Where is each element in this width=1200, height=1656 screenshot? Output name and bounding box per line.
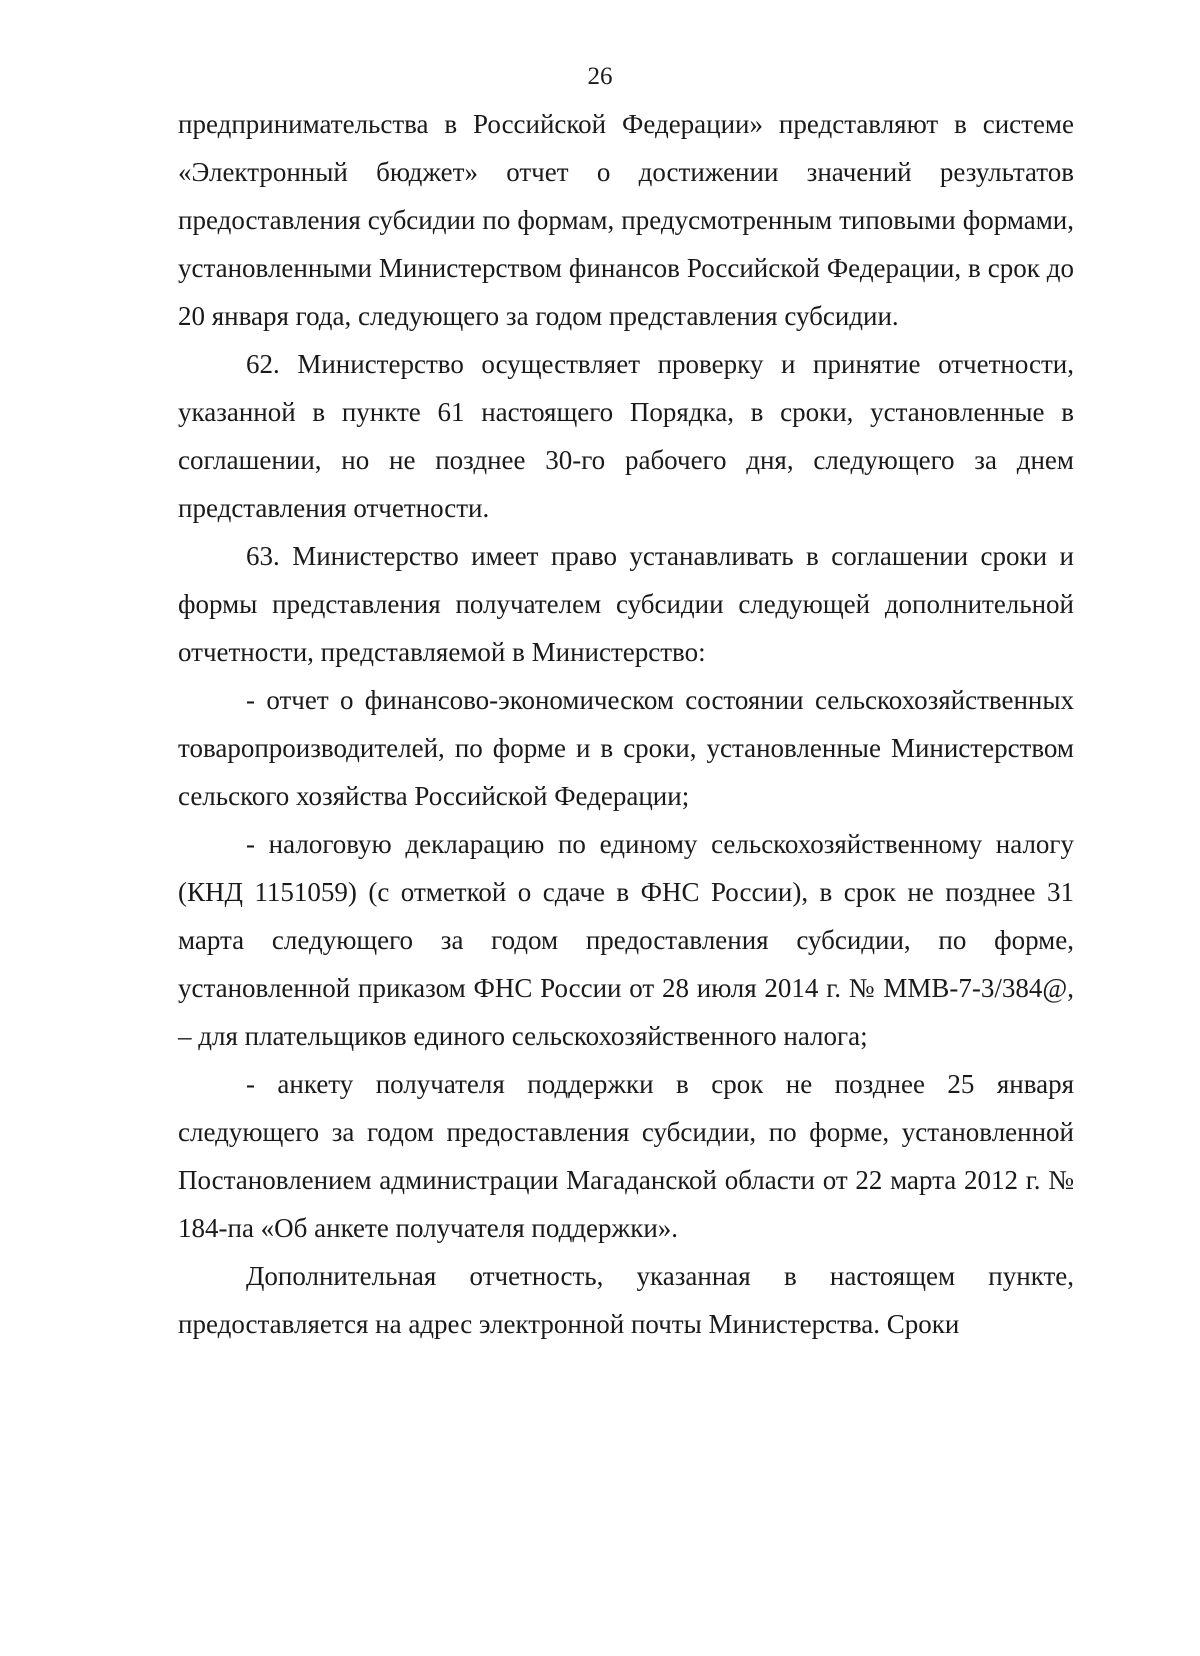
paragraph-continuation: предпринимательства в Российской Федерации» представляют в системе «Электронный бюджет» отчет о достижении значений результатов предоставления субсидии по формам, предусмотренным типовыми формами, установленными Министерством финансов Российской Федерации, в срок до 20 января года, следующего за годом представления субсидии. — [178, 109, 1074, 331]
paragraph-63: 63. Министерство имеет право устанавливать в соглашении сроки и формы представления получателем субсидии следующей дополнительной отчетности, представляемой в Министерство: — [178, 541, 1074, 667]
paragraph-additional-reporting: Дополнительная отчетность, указанная в настоящем пункте, предоставляется на адрес электронной почты Министерства. Сроки — [178, 1261, 1074, 1339]
list-item-recipient-questionnaire: - анкету получателя поддержки в срок не позднее 25 января следующего за годом предоставления субсидии, по форме, установленной Постановлением администрации Магаданской области от 22 марта 2012 г. № 184-па «Об анкете получателя поддержки». — [178, 1069, 1074, 1243]
list-item-tax-declaration: - налоговую декларацию по единому сельскохозяйственному налогу (КНД 1151059) (с отметкой о сдаче в ФНС России), в срок не позднее 31 марта следующего за годом предоставления субсидии, по форме, установленной приказом ФНС России от 28 июля 2014 г. № ММВ-7-3/384@, – для плательщиков единого сельскохозяйственного налога; — [178, 829, 1074, 1051]
page-number: 26 — [587, 63, 613, 90]
document-body — [178, 100, 1074, 1348]
list-item-financial-report: - отчет о финансово-экономическом состоянии сельскохозяйственных товаропроизводителей, по форме и в сроки, установленные Министерством сельского хозяйства Российской Федерации; — [178, 685, 1074, 811]
paragraph-62: 62. Министерство осуществляет проверку и принятие отчетности, указанной в пункте 61 настоящего Порядка, в сроки, установленные в соглашении, но не позднее 30-го рабочего дня, следующего за днем представления отчетности. — [178, 349, 1074, 523]
